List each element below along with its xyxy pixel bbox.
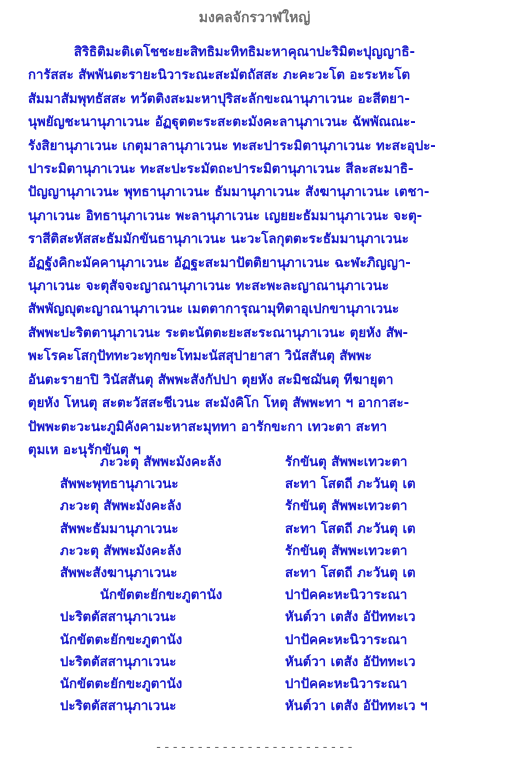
verse-left-line: ปะริตตัสสานุภาเวนะ xyxy=(60,699,177,715)
paragraph-line: ปาระมิตานุภาเวนะ ทะสะปะระมัตถะปาระมิตานุภาเวนะ สีละสะมาธิ- xyxy=(28,162,414,178)
verse-right-line: ปาปัคคะหะนิวาระณา xyxy=(285,676,408,692)
verse-row xyxy=(0,585,509,607)
verse-right-line: รักขันตุ สัพพะเทวะตา xyxy=(285,455,408,470)
paragraph-line: รังสิยานุภาเวนะ เกตุมาลานุภาเวนะ ทะสะปาระมิตานุภาเวนะ ทะสะอุปะ- xyxy=(28,138,436,154)
verse-left-line: นักขัตตะยักขะภูตานัง xyxy=(100,588,223,604)
verse-right-line: รักขันตุ สัพพะเทวะตา xyxy=(285,543,408,559)
verse-row xyxy=(0,474,509,496)
verse-right-line: หันต์วา เตสัง อัปัททะเว xyxy=(285,654,416,670)
verse-left-line: สัพพะสังฆานุภาเวนะ xyxy=(60,565,178,581)
verse-row xyxy=(0,563,509,585)
paragraph-line: นุพยัญชะนานุภาเวนะ อัฏฐุตตะระสะตะมังคะลานุภาเวนะ ฉัพพัณณะ- xyxy=(28,115,416,131)
verse-left-line: ภะวะตุ สัพพะมังคะลัง xyxy=(60,543,182,559)
verse-right-line: ปาปัคคะหะนิวาระณา xyxy=(285,588,408,604)
verse-right-line: หันต์วา เตสัง อัปัททะเว xyxy=(285,610,416,626)
verse-left-line: สัพพะธัมมานุภาเวนะ xyxy=(60,521,179,537)
verse-row xyxy=(0,630,509,652)
verse-left-line: นักขัตตะยักขะภูตานัง xyxy=(60,676,183,692)
verse-right-line: สะทา โสตถี ภะวันตุ เต xyxy=(285,477,416,493)
verse-left-line: สัพพะพุทธานุภาเวนะ xyxy=(60,477,179,493)
paragraph-line: การัสสะ สัพพันตะรายะนิวาระณะสะมัตถัสสะ ภะคะวะโต อะระหะโต xyxy=(28,68,411,84)
verse-row xyxy=(0,452,509,474)
verse-right-line: ปาปัคคะหะนิวาระณา xyxy=(285,632,408,648)
verse-left-line: ภะวะตุ สัพพะมังคะลัง xyxy=(100,455,222,470)
paragraph-line: นุภาเวนะ จะตุสัจจะญาณานุภาเวนะ ทะสะพะละญาณานุภาเวนะ xyxy=(28,279,389,295)
verse-block xyxy=(0,452,509,718)
verse-right-line: หันต์วา เตสัง อัปัททะเว ฯ xyxy=(285,699,428,715)
paragraph-line: อันตะรายาปิ วินัสสันตุ สัพพะสังกัปปา ตุยหัง สะมิชฌันตุ ทีฆายุตา xyxy=(28,372,394,388)
paragraph-line: ปัพพะตะวะนะภูมิคังคามะหาสะมุททา อารักขะกา เทวะตา สะทา xyxy=(28,419,387,435)
verse-row xyxy=(0,696,509,718)
paragraph-line: สัพพัญญุตะญาณานุภาเวนะ เมตตาการุณามุทิตาอุเปกขานุภาเวนะ xyxy=(28,302,400,318)
verse-row xyxy=(0,496,509,518)
verse-row xyxy=(0,652,509,674)
paragraph-line: สิริธิติมะติเตโชชะยะสิทธิมะหิทธิมะหาคุณาปะริมิตะปุญญาธิ- xyxy=(28,45,415,60)
verse-right-line: สะทา โสตถี ภะวันตุ เต xyxy=(285,565,416,581)
paragraph-line: สัพพะปะริตตานุภาเวนะ ระตะนัตตะยะสะระณานุภาเวนะ ตุยหัง สัพ- xyxy=(28,325,409,341)
paragraph-line: พะโรคะโสกุปัททะวะทุกขะโทมะนัสสุปายาสา วินัสสันตุ สัพพะ xyxy=(28,349,372,365)
paragraph-line: อัฏฐังคิกะมัคคานุภาเวนะ อัฏฐะสะมาปัตติยานุภาเวนะ ฉะฬะภิญญา- xyxy=(28,255,411,271)
paragraph-line: ตุยหัง โหนตุ สะตะวัสสะชีเวนะ สะมังคิโก โหตุ สัพพะทา ฯ อากาสะ- xyxy=(28,396,410,412)
verse-row xyxy=(0,519,509,541)
paragraph-line: ตุมเห อะนุรักขันตุ ฯ xyxy=(28,442,141,458)
paragraph-line: สัมมาสัมพุทธัสสะ ทวัตติงสะมะหาปุริสะลักขะณานุภาเวนะ อะสีตยา- xyxy=(28,91,410,107)
verse-left-line: ปะริตตัสสานุภาเวนะ xyxy=(60,654,177,670)
verse-row xyxy=(0,541,509,563)
verse-row xyxy=(0,674,509,696)
paragraph-line: นุภาเวนะ อิทธานุภาเวนะ พะลานุภาเวนะ เญยยะธัมมานุภาเวนะ จะตุ- xyxy=(28,208,423,224)
verse-left-line: นักขัตตะยักขะภูตานัง xyxy=(60,632,183,648)
verse-left-line: ภะวะตุ สัพพะมังคะลัง xyxy=(60,499,182,515)
paragraph-line: ปัญญานุภาเวนะ พุทธานุภาเวนะ ธัมมานุภาเวนะ สังฆานุภาเวนะ เตชา- xyxy=(28,185,430,201)
paragraph-line: ราสีติสะหัสสะธัมมักขันธานุภาเวนะ นะวะโลกุตตะระธัมมานุภาเวนะ xyxy=(28,232,409,248)
page-title: มงคลจักรวาฬใหญ่ xyxy=(198,10,311,26)
chant-paragraph xyxy=(28,41,498,462)
verse-row xyxy=(0,607,509,629)
verse-right-line: สะทา โสตถี ภะวันตุ เต xyxy=(285,521,416,537)
verse-left-line: ปะริตตัสสานุภาเวนะ xyxy=(60,610,177,626)
verse-right-line: รักขันตุ สัพพะเทวะตา xyxy=(285,499,408,515)
divider-line: ------------------------ xyxy=(154,740,355,755)
